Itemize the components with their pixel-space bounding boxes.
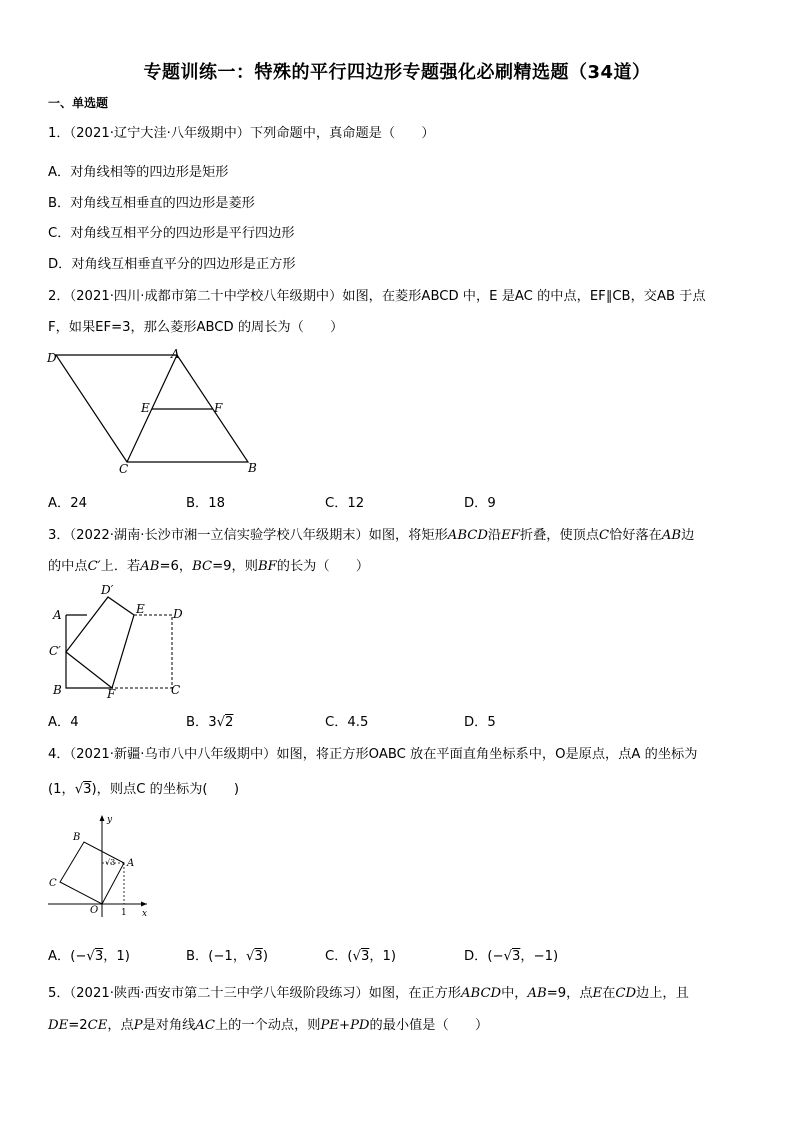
q4-label-c: C bbox=[49, 878, 57, 889]
q3-option-a: A．4 bbox=[48, 715, 79, 730]
q4-label-a: A bbox=[127, 858, 135, 869]
q3-label-d-prime: D′ bbox=[101, 583, 114, 597]
q2-option-d: D．9 bbox=[464, 496, 496, 511]
q2-stem-line1: 2．（2021·四川·成都市第二十中学校八年级期中）如图，在菱形ABCD 中，E 是AC 的中点，EF∥CB，交AB 于点 bbox=[48, 289, 706, 304]
q4-option-c: C．(√3，1) bbox=[325, 949, 397, 964]
q3-label-d: D bbox=[173, 607, 183, 621]
q2-label-c: C bbox=[119, 462, 129, 476]
q4-option-b: B．(−1，√3) bbox=[186, 949, 268, 964]
q3-fold-figure bbox=[48, 578, 193, 700]
q4-coordinate-figure bbox=[44, 812, 159, 922]
q2-option-b: B．18 bbox=[186, 496, 226, 511]
q5-stem-line1: 5．（2021·陕西·西安市第二十三中学八年级阶段练习）如图，在正方形ABCD中，AB=9，点E在CD边上，且 bbox=[48, 986, 689, 1001]
q3-stem-line1: 3．（2022·湖南·长沙市湘一立信实验学校八年级期末）如图，将矩形ABCD沿EF折叠，使顶点C恰好落在AB边 bbox=[48, 528, 695, 543]
q3-option-d: D．5 bbox=[464, 715, 496, 730]
q4-label-sqrt3: √3 bbox=[105, 858, 116, 867]
page-title: 专题训练一：特殊的平行四边形专题强化必刷精选题（34道） bbox=[143, 62, 651, 83]
q2-label-d: D bbox=[47, 351, 57, 365]
q4-label-one: 1 bbox=[121, 908, 127, 918]
q2-stem-line2: F，如果EF=3，那么菱形ABCD 的周长为（ ） bbox=[48, 320, 344, 335]
q1-option-d: D．对角线互相垂直平分的四边形是正方形 bbox=[48, 257, 296, 272]
q4-label-o: O bbox=[90, 905, 99, 916]
q1-option-c: C．对角线互相平分的四边形是平行四边形 bbox=[48, 226, 295, 241]
section-heading: 一、单选题 bbox=[48, 96, 109, 110]
q3-label-c: C bbox=[171, 683, 181, 697]
q2-label-e: E bbox=[141, 401, 150, 415]
q1-stem: 1．（2021·辽宁大洼·八年级期中）下列命题中，真命题是（ ） bbox=[48, 126, 435, 141]
q1-option-a: A．对角线相等的四边形是矩形 bbox=[48, 165, 229, 180]
q3-label-f: F bbox=[107, 687, 116, 701]
q3-option-c: C．4.5 bbox=[325, 715, 369, 730]
q3-option-b: B．3√2 bbox=[186, 715, 234, 730]
q3-label-e: E bbox=[136, 602, 145, 616]
q3-stem-line2: 的中点C′上．若AB=6，BC=9，则BF的长为（ ） bbox=[48, 559, 370, 574]
q4-stem-line1: 4．（2021·新疆·乌市八中八年级期中）如图，将正方形OABC 放在平面直角坐标系中，O是原点，点A 的坐标为 bbox=[48, 747, 698, 762]
q2-option-a: A．24 bbox=[48, 496, 87, 511]
q2-label-b: B bbox=[248, 461, 257, 475]
q2-rhombus-figure bbox=[40, 345, 270, 477]
q3-label-b: B bbox=[53, 683, 62, 697]
q3-label-c-prime: C′ bbox=[49, 644, 61, 658]
q2-label-f: F bbox=[214, 401, 223, 415]
q2-option-c: C．12 bbox=[325, 496, 365, 511]
q4-option-a: A．(−√3，1) bbox=[48, 949, 130, 964]
q5-stem-line2: DE=2CE，点P是对角线AC上的一个动点，则PE+PD的最小值是（ ） bbox=[48, 1018, 489, 1033]
q4-label-b: B bbox=[73, 832, 81, 843]
q2-label-a: A bbox=[171, 347, 180, 361]
q4-label-x: x bbox=[142, 909, 148, 919]
q4-stem-line2: (1，√3)，则点C 的坐标为( ) bbox=[48, 782, 240, 797]
q1-option-b: B．对角线互相垂直的四边形是菱形 bbox=[48, 196, 255, 211]
q4-label-y: y bbox=[107, 815, 113, 825]
q3-label-a: A bbox=[53, 608, 62, 622]
q4-option-d: D．(−√3，−1) bbox=[464, 949, 559, 964]
